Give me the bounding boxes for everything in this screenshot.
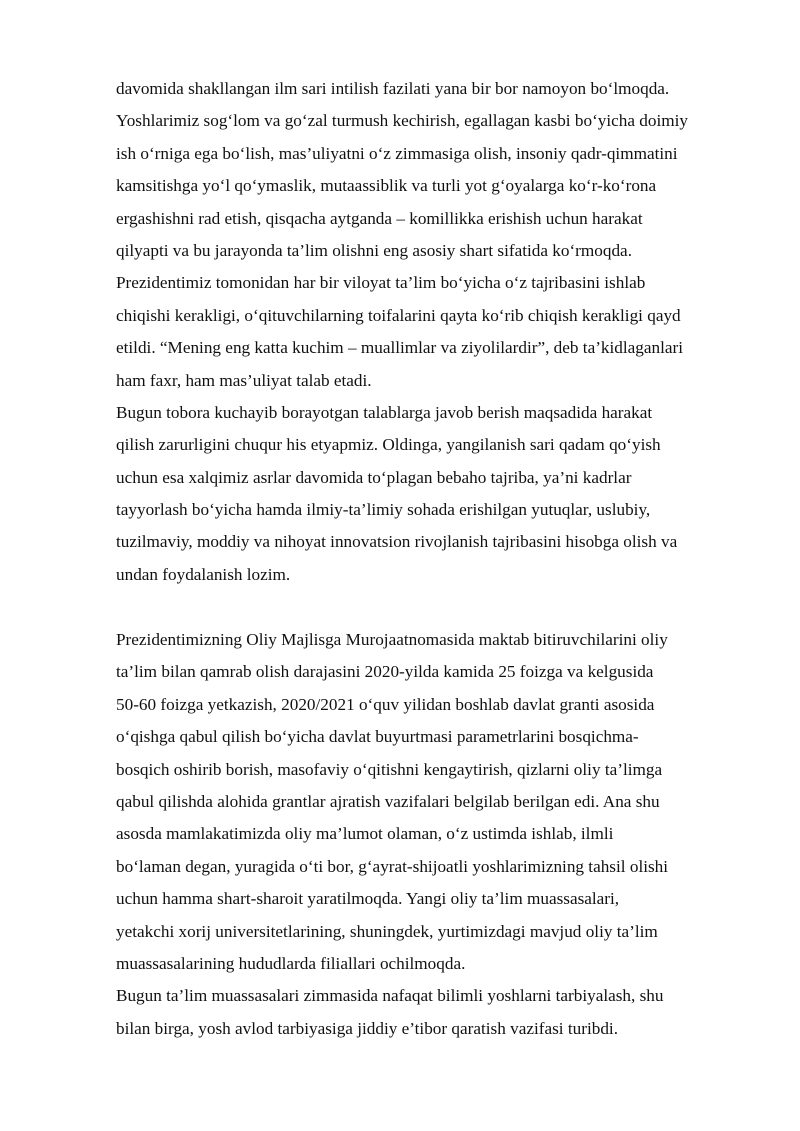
text-line: bo‘laman degan, yuragida o‘ti bor, g‘ayrat-shijoatli yoshlarimizning tahsil olishi xyxy=(116,856,669,876)
text-line: muassasalarining hududlarda filiallari ochilmoqda. xyxy=(116,953,466,973)
text-line: etildi. “Mening eng katta kuchim – muallimlar va ziyolilardir”, deb ta’kidlaganlari xyxy=(116,338,684,358)
paragraph-block-1 xyxy=(116,73,746,591)
text-line: uchun hamma shart-sharoit yaratilmoqda. Yangi oliy ta’lim muassasalari, xyxy=(116,889,620,909)
text-line: qilish zarurligini chuqur his etyapmiz. Oldinga, yangilanish sari qadam qo‘yish xyxy=(116,435,661,455)
text-line: Bugun tobora kuchayib borayotgan talablarga javob berish maqsadida harakat xyxy=(116,402,653,422)
text-line: yetakchi xorij universitetlarining, shuningdek, yurtimizdagi mavjud oliy ta’lim xyxy=(116,921,658,941)
text-line: 50-60 foizga yetkazish, 2020/2021 o‘quv yilidan boshlab davlat granti asosida xyxy=(116,694,655,714)
text-line: qabul qilishda alohida grantlar ajratish vazifalari belgilab berilgan edi. Ana shu xyxy=(116,791,660,811)
text-line: ham faxr, ham mas’uliyat talab etadi. xyxy=(116,370,372,390)
text-line: davomida shakllangan ilm sari intilish fazilati yana bir bor namoyon bo‘lmoqda. xyxy=(116,79,670,98)
text-line: Bugun ta’lim muassasalari zimmasida nafaqat bilimli yoshlarni tarbiyalash, shu xyxy=(116,986,664,1006)
text-line: tayyorlash bo‘yicha hamda ilmiy-ta’limiy sohada erishilgan yutuqlar, uslubiy, xyxy=(116,500,651,520)
paragraph-block-2 xyxy=(116,624,746,1045)
text-line: ergashishni rad etish, qisqacha aytganda – komillikka erishish uchun harakat xyxy=(116,208,643,228)
text-line: undan foydalanish lozim. xyxy=(116,564,291,584)
text-line: ish o‘rniga ega bo‘lish, mas’uliyatni o‘z zimmasiga olish, insoniy qadr-qimmatini xyxy=(116,143,678,163)
text-line: bosqich oshirib borish, masofaviy o‘qitishni kengaytirish, qizlarni oliy ta’limga xyxy=(116,759,663,779)
text-line: ta’lim bilan qamrab olish darajasini 2020-yilda kamida 25 foizga va kelgusida xyxy=(116,662,654,682)
text-line: asosda mamlakatimizda oliy ma’lumot olaman, o‘z ustimda ishlab, ilmli xyxy=(116,824,614,844)
text-line: kamsitishga yo‘l qo‘ymaslik, mutaassiblik va turli yot g‘oyalarga ko‘r-ko‘rona xyxy=(116,176,657,196)
text-line: o‘qishga qabul qilish bo‘yicha davlat buyurtmasi parametrlarini bosqichma- xyxy=(116,727,639,747)
text-line: chiqishi kerakligi, o‘qituvchilarning toifalarini qayta ko‘rib chiqish kerakligi qayd xyxy=(116,305,681,325)
text-line: Prezidentimiz tomonidan har bir viloyat ta’lim bo‘yicha o‘z tajribasini ishlab xyxy=(116,273,646,293)
text-line: uchun esa xalqimiz asrlar davomida to‘plagan bebaho tajriba, ya’ni kadrlar xyxy=(116,467,632,487)
text-line: tuzilmaviy, moddiy va nihoyat innovatsion rivojlanish tajribasini hisobga olish va xyxy=(116,532,678,552)
text-line: Prezidentimizning Oliy Majlisga Murojaatnomasida maktab bitiruvchilarini oliy xyxy=(116,630,668,649)
text-line: qilyapti va bu jarayonda ta’lim olishni eng asosiy shart sifatida ko‘rmoqda. xyxy=(116,240,632,260)
text-line: bilan birga, yosh avlod tarbiyasiga jiddiy e’tibor qaratish vazifasi turibdi. xyxy=(116,1018,618,1038)
text-line: Yoshlarimiz sog‘lom va go‘zal turmush kechirish, egallagan kasbi bo‘yicha doimiy xyxy=(116,111,689,131)
